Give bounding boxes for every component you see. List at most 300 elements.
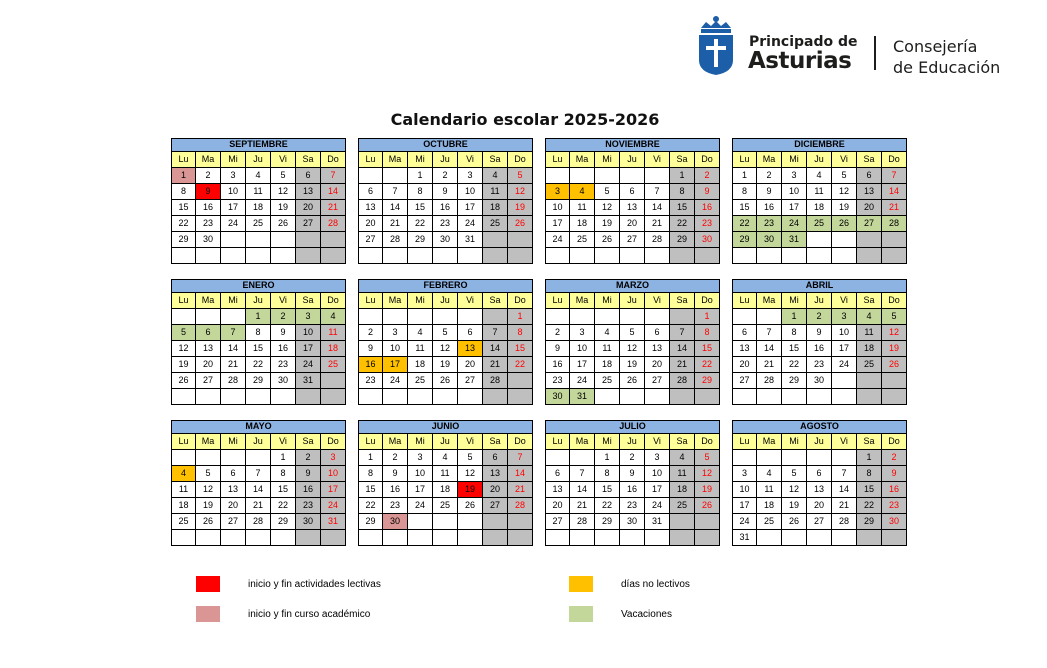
month-marzo <box>545 279 720 405</box>
weekday-label: Ju <box>433 434 458 450</box>
month-agosto <box>732 420 907 546</box>
empty-cell <box>433 514 458 530</box>
day-cell: 12 <box>620 341 645 357</box>
day-cell: 5 <box>595 184 620 200</box>
legend-label: inicio y fin actividades lectivas <box>248 578 381 590</box>
day-cell: 27 <box>458 373 483 389</box>
week-row <box>545 450 720 466</box>
weekday-label: Lu <box>545 152 570 168</box>
weekday-label: Vi <box>271 434 296 450</box>
day-cell: 8 <box>358 466 383 482</box>
week-row <box>545 373 720 389</box>
day-cell: 9 <box>383 466 408 482</box>
day-cell: 19 <box>620 357 645 373</box>
empty-cell <box>483 248 508 264</box>
day-cell: 9 <box>757 184 782 200</box>
day-cell: 1 <box>670 168 695 184</box>
empty-cell <box>358 389 383 405</box>
month-header: AGOSTO <box>732 420 907 434</box>
empty-cell <box>383 530 408 546</box>
empty-cell <box>782 530 807 546</box>
weekday-label: Ma <box>383 434 408 450</box>
day-cell: 25 <box>757 514 782 530</box>
weekday-label: Do <box>695 434 720 450</box>
day-cell: 5 <box>620 325 645 341</box>
day-cell: 5 <box>458 450 483 466</box>
day-cell: 21 <box>483 357 508 373</box>
day-cell: 15 <box>782 341 807 357</box>
day-cell: 31 <box>782 232 807 248</box>
day-cell: 1 <box>695 309 720 325</box>
week-row <box>545 498 720 514</box>
day-cell: 8 <box>695 325 720 341</box>
day-cell: 25 <box>595 373 620 389</box>
weekday-label: Lu <box>171 293 196 309</box>
day-cell: 8 <box>857 466 882 482</box>
empty-cell <box>171 309 196 325</box>
empty-cell <box>508 248 533 264</box>
empty-cell <box>508 514 533 530</box>
empty-cell <box>645 168 670 184</box>
empty-cell <box>196 248 221 264</box>
day-cell: 16 <box>695 200 720 216</box>
day-cell: 7 <box>483 325 508 341</box>
month-header: MAYO <box>171 420 346 434</box>
day-cell: 20 <box>358 216 383 232</box>
empty-cell <box>321 373 346 389</box>
legend-label: Vacaciones <box>621 608 672 620</box>
day-cell: 27 <box>807 514 832 530</box>
day-cell: 17 <box>645 482 670 498</box>
week-row <box>545 341 720 357</box>
day-cell: 20 <box>196 357 221 373</box>
empty-cell <box>782 450 807 466</box>
weekday-label: Mi <box>221 293 246 309</box>
day-cell: 11 <box>857 325 882 341</box>
day-cell: 13 <box>296 184 321 200</box>
day-cell: 25 <box>246 216 271 232</box>
day-cell: 1 <box>782 309 807 325</box>
weekday-label: Mi <box>595 152 620 168</box>
day-cell: 19 <box>508 200 533 216</box>
day-cell: 31 <box>732 530 757 546</box>
empty-cell <box>595 530 620 546</box>
day-cell: 17 <box>545 216 570 232</box>
day-cell: 23 <box>196 216 221 232</box>
day-cell: 6 <box>645 325 670 341</box>
day-cell: 17 <box>782 200 807 216</box>
day-cell: 5 <box>171 325 196 341</box>
weekday-label: Do <box>882 152 907 168</box>
empty-cell <box>458 309 483 325</box>
day-cell: 9 <box>620 466 645 482</box>
empty-cell <box>670 514 695 530</box>
day-cell: 26 <box>782 514 807 530</box>
day-cell: 18 <box>757 498 782 514</box>
day-cell: 19 <box>882 341 907 357</box>
day-cell: 26 <box>196 514 221 530</box>
day-cell: 24 <box>545 232 570 248</box>
weekday-header-row <box>732 434 907 450</box>
empty-cell <box>508 530 533 546</box>
day-cell: 19 <box>271 200 296 216</box>
empty-cell <box>545 530 570 546</box>
day-cell: 30 <box>383 514 408 530</box>
day-cell: 15 <box>358 482 383 498</box>
week-row <box>171 248 346 264</box>
empty-cell <box>857 389 882 405</box>
day-cell: 15 <box>695 341 720 357</box>
empty-cell <box>757 450 782 466</box>
week-row <box>171 200 346 216</box>
week-row <box>358 200 533 216</box>
weekday-label: Ma <box>383 293 408 309</box>
empty-cell <box>196 389 221 405</box>
weekday-label: Ju <box>807 434 832 450</box>
day-cell: 14 <box>670 341 695 357</box>
day-cell: 2 <box>196 168 221 184</box>
weekday-label: Ju <box>807 293 832 309</box>
day-cell: 13 <box>545 482 570 498</box>
weekday-label: Do <box>508 434 533 450</box>
day-cell: 11 <box>246 184 271 200</box>
day-cell: 22 <box>857 498 882 514</box>
day-cell: 4 <box>807 168 832 184</box>
week-row <box>171 309 346 325</box>
day-cell: 16 <box>383 482 408 498</box>
day-cell: 29 <box>782 373 807 389</box>
day-cell: 28 <box>321 216 346 232</box>
legend-item-nol <box>569 576 690 592</box>
day-cell: 3 <box>832 309 857 325</box>
day-cell: 26 <box>695 498 720 514</box>
empty-cell <box>595 389 620 405</box>
empty-cell <box>508 232 533 248</box>
day-cell: 23 <box>757 216 782 232</box>
day-cell: 8 <box>782 325 807 341</box>
week-row <box>732 357 907 373</box>
empty-cell <box>620 389 645 405</box>
day-cell: 4 <box>433 450 458 466</box>
logo-line2: Asturias <box>748 48 852 74</box>
empty-cell <box>458 514 483 530</box>
weekday-label: Mi <box>595 434 620 450</box>
day-cell: 18 <box>595 357 620 373</box>
empty-cell <box>832 389 857 405</box>
day-cell: 7 <box>383 184 408 200</box>
day-cell: 13 <box>807 482 832 498</box>
day-cell: 7 <box>321 168 346 184</box>
day-cell: 11 <box>483 184 508 200</box>
day-cell: 18 <box>570 216 595 232</box>
day-cell: 11 <box>807 184 832 200</box>
day-cell: 29 <box>732 232 757 248</box>
weekday-label: Sa <box>296 152 321 168</box>
empty-cell <box>321 389 346 405</box>
month-header: NOVIEMBRE <box>545 138 720 152</box>
day-cell: 10 <box>570 341 595 357</box>
empty-cell <box>807 248 832 264</box>
empty-cell <box>695 514 720 530</box>
day-cell: 4 <box>246 168 271 184</box>
day-cell: 24 <box>732 514 757 530</box>
day-cell: 31 <box>645 514 670 530</box>
day-cell: 5 <box>832 168 857 184</box>
week-row <box>545 200 720 216</box>
day-cell: 4 <box>857 309 882 325</box>
empty-cell <box>321 232 346 248</box>
day-cell: 12 <box>595 200 620 216</box>
empty-cell <box>408 309 433 325</box>
day-cell: 22 <box>732 216 757 232</box>
week-row <box>171 389 346 405</box>
empty-cell <box>246 530 271 546</box>
weekday-label: Vi <box>271 152 296 168</box>
day-cell: 11 <box>670 466 695 482</box>
day-cell: 28 <box>483 373 508 389</box>
day-cell: 12 <box>271 184 296 200</box>
week-row <box>171 341 346 357</box>
day-cell: 6 <box>296 168 321 184</box>
weekday-label: Sa <box>857 434 882 450</box>
empty-cell <box>508 373 533 389</box>
day-cell: 3 <box>458 168 483 184</box>
weekday-label: Ju <box>807 152 832 168</box>
day-cell: 25 <box>483 216 508 232</box>
empty-cell <box>832 530 857 546</box>
empty-cell <box>732 389 757 405</box>
day-cell: 15 <box>732 200 757 216</box>
day-cell: 21 <box>757 357 782 373</box>
day-cell: 20 <box>620 216 645 232</box>
weekday-label: Mi <box>595 293 620 309</box>
day-cell: 20 <box>545 498 570 514</box>
weekday-label: Ju <box>246 434 271 450</box>
day-cell: 13 <box>857 184 882 200</box>
month-header: JUNIO <box>358 420 533 434</box>
weekday-label: Ma <box>570 434 595 450</box>
day-cell: 31 <box>570 389 595 405</box>
day-cell: 21 <box>508 482 533 498</box>
day-cell: 17 <box>570 357 595 373</box>
day-cell: 9 <box>196 184 221 200</box>
day-cell: 1 <box>246 309 271 325</box>
weekday-label: Do <box>695 152 720 168</box>
weekday-label: Sa <box>296 434 321 450</box>
legend-item-ini <box>196 606 370 622</box>
day-cell: 7 <box>570 466 595 482</box>
day-cell: 12 <box>458 466 483 482</box>
empty-cell <box>271 530 296 546</box>
empty-cell <box>620 248 645 264</box>
empty-cell <box>807 232 832 248</box>
weekday-label: Vi <box>458 293 483 309</box>
week-row <box>358 325 533 341</box>
empty-cell <box>882 248 907 264</box>
day-cell: 13 <box>645 341 670 357</box>
day-cell: 19 <box>832 200 857 216</box>
legend-label: inicio y fin curso académico <box>248 608 371 620</box>
week-row <box>545 389 720 405</box>
week-row <box>732 341 907 357</box>
empty-cell <box>383 248 408 264</box>
weekday-label: Mi <box>408 293 433 309</box>
logo-divider <box>874 36 876 70</box>
day-cell: 29 <box>695 373 720 389</box>
day-cell: 30 <box>807 373 832 389</box>
day-cell: 12 <box>171 341 196 357</box>
weekday-label: Sa <box>483 152 508 168</box>
week-row <box>171 168 346 184</box>
empty-cell <box>570 450 595 466</box>
empty-cell <box>645 309 670 325</box>
day-cell: 4 <box>408 325 433 341</box>
empty-cell <box>882 389 907 405</box>
day-cell: 6 <box>545 466 570 482</box>
day-cell: 4 <box>670 450 695 466</box>
day-cell: 22 <box>782 357 807 373</box>
day-cell: 21 <box>832 498 857 514</box>
weekday-header-row <box>358 293 533 309</box>
day-cell: 27 <box>732 373 757 389</box>
day-cell: 12 <box>508 184 533 200</box>
day-cell: 17 <box>221 200 246 216</box>
empty-cell <box>483 530 508 546</box>
day-cell: 31 <box>296 373 321 389</box>
day-cell: 17 <box>408 482 433 498</box>
day-cell: 28 <box>645 232 670 248</box>
weekday-header-row <box>732 293 907 309</box>
empty-cell <box>645 248 670 264</box>
empty-cell <box>221 248 246 264</box>
day-cell: 2 <box>695 168 720 184</box>
month-diciembre <box>732 138 907 264</box>
day-cell: 5 <box>433 325 458 341</box>
week-row <box>171 530 346 546</box>
weekday-label: Ju <box>433 293 458 309</box>
week-row <box>732 216 907 232</box>
day-cell: 27 <box>857 216 882 232</box>
empty-cell <box>757 248 782 264</box>
day-cell: 16 <box>196 200 221 216</box>
empty-cell <box>433 389 458 405</box>
day-cell: 31 <box>321 514 346 530</box>
day-cell: 9 <box>271 325 296 341</box>
weekday-label: Do <box>882 434 907 450</box>
day-cell: 14 <box>483 341 508 357</box>
day-cell: 12 <box>433 341 458 357</box>
month-septiembre <box>171 138 346 264</box>
week-row <box>358 232 533 248</box>
day-cell: 15 <box>595 482 620 498</box>
day-cell: 19 <box>695 482 720 498</box>
day-cell: 9 <box>545 341 570 357</box>
legend-item-vac <box>569 606 672 622</box>
day-cell: 20 <box>645 357 670 373</box>
day-cell: 22 <box>246 357 271 373</box>
month-header: JULIO <box>545 420 720 434</box>
day-cell: 18 <box>246 200 271 216</box>
logo <box>696 14 1016 78</box>
day-cell: 3 <box>296 309 321 325</box>
week-row <box>545 325 720 341</box>
month-noviembre <box>545 138 720 264</box>
day-cell: 22 <box>695 357 720 373</box>
weekday-label: Mi <box>782 434 807 450</box>
day-cell: 10 <box>383 341 408 357</box>
day-cell: 2 <box>271 309 296 325</box>
weekday-label: Lu <box>358 434 383 450</box>
day-cell: 10 <box>782 184 807 200</box>
legend-label: días no lectivos <box>621 578 690 590</box>
day-cell: 2 <box>433 168 458 184</box>
day-cell: 26 <box>171 373 196 389</box>
empty-cell <box>246 232 271 248</box>
week-row <box>732 168 907 184</box>
day-cell: 7 <box>221 325 246 341</box>
weekday-label: Lu <box>732 293 757 309</box>
day-cell: 25 <box>807 216 832 232</box>
empty-cell <box>832 450 857 466</box>
day-cell: 29 <box>271 514 296 530</box>
day-cell: 9 <box>807 325 832 341</box>
day-cell: 23 <box>620 498 645 514</box>
week-row <box>358 373 533 389</box>
day-cell: 30 <box>757 232 782 248</box>
day-cell: 12 <box>782 482 807 498</box>
month-header: FEBRERO <box>358 279 533 293</box>
day-cell: 7 <box>882 168 907 184</box>
day-cell: 11 <box>570 200 595 216</box>
day-cell: 17 <box>321 482 346 498</box>
empty-cell <box>832 248 857 264</box>
empty-cell <box>807 530 832 546</box>
empty-cell <box>246 389 271 405</box>
weekday-label: Sa <box>483 293 508 309</box>
day-cell: 30 <box>695 232 720 248</box>
day-cell: 14 <box>383 200 408 216</box>
weekday-label: Sa <box>670 152 695 168</box>
day-cell: 21 <box>645 216 670 232</box>
empty-cell <box>882 232 907 248</box>
day-cell: 28 <box>832 514 857 530</box>
week-row <box>545 168 720 184</box>
week-row <box>171 482 346 498</box>
day-cell: 28 <box>882 216 907 232</box>
day-cell: 19 <box>595 216 620 232</box>
day-cell: 29 <box>595 514 620 530</box>
day-cell: 19 <box>782 498 807 514</box>
day-cell: 14 <box>321 184 346 200</box>
week-row <box>545 514 720 530</box>
weekday-label: Mi <box>221 434 246 450</box>
day-cell: 22 <box>508 357 533 373</box>
day-cell: 10 <box>221 184 246 200</box>
weekday-label: Mi <box>221 152 246 168</box>
day-cell: 22 <box>408 216 433 232</box>
day-cell: 9 <box>882 466 907 482</box>
empty-cell <box>620 530 645 546</box>
empty-cell <box>483 309 508 325</box>
empty-cell <box>570 309 595 325</box>
weekday-label: Mi <box>408 434 433 450</box>
day-cell: 1 <box>595 450 620 466</box>
calendar-grid <box>171 138 907 546</box>
day-cell: 8 <box>595 466 620 482</box>
empty-cell <box>196 450 221 466</box>
week-row <box>358 514 533 530</box>
page-title: Calendario escolar 2025-2026 <box>390 110 660 129</box>
